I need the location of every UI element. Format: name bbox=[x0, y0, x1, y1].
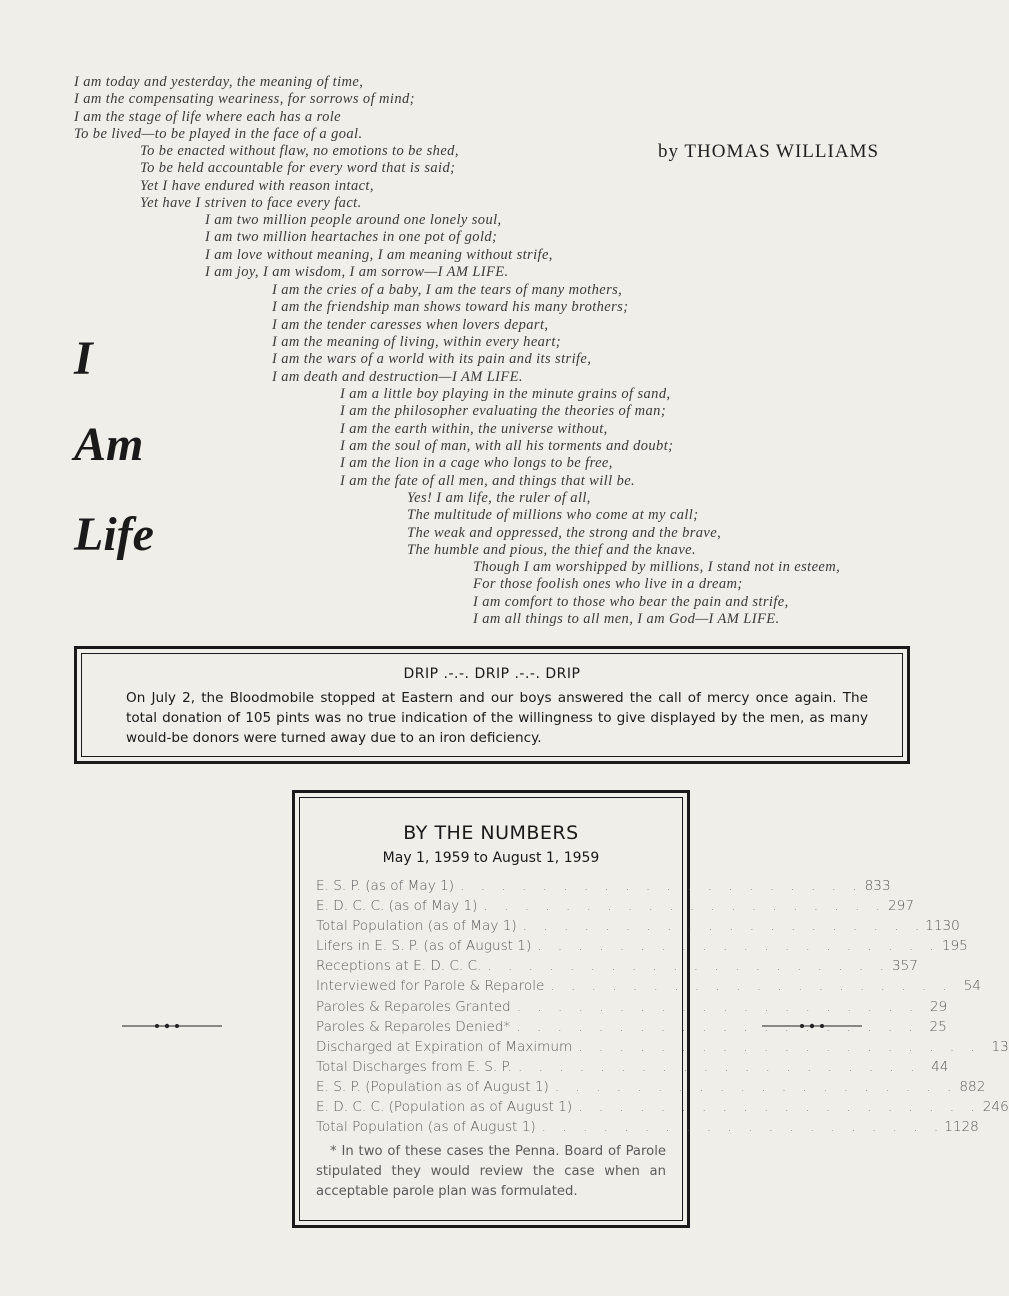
poem-line: I am comfort to those who bear the pain and strife, bbox=[473, 593, 789, 610]
poem-title-word-1: I bbox=[74, 332, 93, 385]
poem-line: To be enacted without flaw, no emotions to be shed, bbox=[140, 143, 459, 159]
poem-line: The weak and oppressed, the strong and the brave, bbox=[407, 524, 722, 541]
poem-line: Yet have I striven to face every fact. bbox=[140, 194, 362, 211]
poem-title-word-2: Am bbox=[74, 418, 144, 471]
poem-line: The multitude of millions who come at my call; bbox=[407, 507, 699, 524]
numbers-row-value: 1130 bbox=[925, 918, 960, 935]
leader-dots: . . . . . . . . . . . . . . . . . . . . bbox=[554, 1078, 958, 1095]
numbers-row bbox=[316, 1097, 1009, 1117]
poem-line: I am joy, I am wisdom, I am sorrow—I AM LIFE. bbox=[205, 263, 509, 280]
numbers-row-value: 13 bbox=[991, 1038, 1009, 1055]
numbers-row-label: Total Discharges from E. S. P. bbox=[316, 1058, 512, 1075]
numbers-row bbox=[316, 916, 960, 936]
numbers-row bbox=[316, 976, 981, 996]
poem-line: I am the meaning of living, within every heart; bbox=[272, 333, 562, 350]
poem-line: I am the tender caresses when lovers depart, bbox=[272, 316, 549, 333]
poem-line: Yes! I am life, the ruler of all, bbox=[407, 490, 591, 506]
poem-line: I am the stage of life where each has a role bbox=[74, 108, 342, 125]
poem-line: I am the compensating weariness, for sorrows of mind; bbox=[74, 91, 415, 108]
numbers-row-value: 44 bbox=[931, 1058, 949, 1075]
numbers-footnote: * In two of these cases the Penna. Board of Parole stipulated they would review the case when an acceptable parole plan was formulated. bbox=[316, 1144, 666, 1199]
numbers-row bbox=[316, 997, 948, 1017]
poem-line: I am the soul of man, with all his torments and doubt; bbox=[340, 437, 674, 454]
poem-line: For those foolish ones who live in a dream; bbox=[473, 576, 743, 593]
numbers-row bbox=[316, 1057, 949, 1077]
leader-dots: . . . . . . . . . . . . . . . . . . . . bbox=[516, 998, 920, 1015]
numbers-row-value: 246 bbox=[982, 1099, 1009, 1116]
leader-dots: . . . . . . . . . . . . . . . . . . . . bbox=[578, 1099, 981, 1116]
poem-line: Yet I have endured with reason intact, bbox=[140, 177, 374, 194]
leader-dots: . . . . . . . . . . . . . . . . . . . . bbox=[541, 1119, 945, 1136]
numbers-row-value: 195 bbox=[941, 938, 968, 955]
numbers-row-value: 297 bbox=[888, 898, 914, 915]
poem-line: I am a little boy playing in the minute grains of sand, bbox=[340, 386, 671, 402]
numbers-row-label: E. D. C. C. (as of May 1) bbox=[316, 898, 478, 915]
leader-dots: . . . . . . . . . . . . . . . . . . . . bbox=[537, 938, 940, 955]
drip-box bbox=[74, 646, 910, 764]
poem-line: Though I am worshipped by millions, I stand not in esteem, bbox=[473, 559, 841, 575]
numbers-row bbox=[316, 876, 891, 896]
leader-dots: . . . . . . . . . . . . . . . . . . . . bbox=[578, 1038, 981, 1055]
numbers-row bbox=[316, 1037, 1009, 1057]
numbers-subtitle: May 1, 1959 to August 1, 1959 bbox=[382, 850, 600, 866]
poem-line: I am the cries of a baby, I am the tears of many mothers, bbox=[272, 282, 623, 298]
leader-dots: . . . . . . . . . . . . . . . . . . . . bbox=[487, 958, 890, 975]
poem-line: I am two million heartaches in one pot of gold; bbox=[205, 229, 498, 246]
leader-dots: . . . . . . . . . . . . . . . . . . . . bbox=[483, 898, 886, 915]
poem-line: To be lived—to be played in the face of a goal. bbox=[74, 125, 363, 142]
numbers-row-value: 833 bbox=[864, 878, 891, 894]
poem-line: I am the earth within, the universe without, bbox=[340, 420, 608, 437]
poem-section bbox=[0, 0, 1000, 640]
numbers-row-label: Interviewed for Parole & Reparole bbox=[316, 978, 545, 995]
leader-dots: . . . . . . . . . . . . . . . . . . . . bbox=[460, 878, 863, 894]
numbers-row-label: Receptions at E. D. C. C. bbox=[316, 958, 482, 975]
poem-line: I am all things to all men, I am God—I AM LIFE. bbox=[473, 610, 780, 627]
poem-line: I am two million people around one lonely soul, bbox=[205, 212, 502, 228]
numbers-row-label: Paroles & Reparoles Denied* bbox=[316, 1018, 511, 1035]
leader-dots: . . . . . . . . . . . . . . . . . . . . bbox=[517, 1058, 921, 1075]
poem-line: I am today and yesterday, the meaning of time, bbox=[74, 74, 364, 90]
numbers-row-value: 25 bbox=[929, 1018, 947, 1035]
drip-text: On July 2, the Bloodmobile stopped at Eastern and our boys answered the call of mercy once again. The total donation of 105 pints was no true indication of the willingness to give displayed by the men, as many would-be donors were turned away due to an iron deficiency. bbox=[126, 690, 868, 746]
poem-line: I am the wars of a world with its pain and its strife, bbox=[272, 351, 592, 368]
numbers-row-value: 357 bbox=[891, 958, 918, 975]
poem-line: I am the lion in a cage who longs to be free, bbox=[340, 455, 613, 472]
poem-line: I am love without meaning, I am meaning without strife, bbox=[205, 246, 553, 263]
numbers-row-label: Total Population (as of August 1) bbox=[316, 1119, 536, 1136]
numbers-row bbox=[316, 1017, 947, 1037]
drip-heading: DRIP .-.-. DRIP .-.-. DRIP bbox=[403, 666, 581, 682]
numbers-row bbox=[316, 1077, 986, 1097]
numbers-row bbox=[316, 956, 918, 976]
poem-line: I am the philosopher evaluating the theories of man; bbox=[340, 403, 667, 420]
numbers-title: BY THE NUMBERS bbox=[403, 822, 579, 844]
numbers-table bbox=[316, 876, 1009, 1137]
leader-dots: . . . . . . . . . . . . . . . . . . . . bbox=[550, 978, 953, 995]
numbers-row-label: Discharged at Expiration of Maximum bbox=[316, 1038, 573, 1055]
numbers-row bbox=[316, 1117, 979, 1137]
poem-line: I am the fate of all men, and things that will be. bbox=[340, 472, 636, 489]
ornament-left bbox=[122, 1022, 222, 1030]
numbers-row-value: 1128 bbox=[944, 1119, 979, 1136]
poem-line: To be held accountable for every word that is said; bbox=[140, 160, 456, 177]
poem-byline: by THOMAS WILLIAMS bbox=[658, 141, 880, 162]
numbers-row-label: E. D. C. C. (Population as of August 1) bbox=[316, 1099, 573, 1116]
numbers-row-label: Lifers in E. S. P. (as of August 1) bbox=[316, 938, 532, 955]
numbers-row-label: E. S. P. (as of May 1) bbox=[316, 878, 455, 894]
numbers-row bbox=[316, 896, 914, 916]
poem-line: I am death and destruction—I AM LIFE. bbox=[272, 368, 523, 385]
numbers-row-value: 54 bbox=[963, 978, 981, 995]
numbers-box bbox=[292, 790, 1009, 1228]
numbers-row-label: Paroles & Reparoles Granted bbox=[316, 998, 511, 1015]
numbers-row-value: 882 bbox=[959, 1078, 986, 1095]
numbers-row bbox=[316, 936, 968, 956]
numbers-row-value: 29 bbox=[929, 998, 948, 1015]
poem-line: I am the friendship man shows toward his many brothers; bbox=[272, 299, 629, 316]
poem-title-word-3: Life bbox=[74, 508, 154, 561]
numbers-row-label: E. S. P. (Population as of August 1) bbox=[316, 1078, 549, 1095]
poem-line: The humble and pious, the thief and the knave. bbox=[407, 541, 697, 558]
leader-dots: . . . . . . . . . . . . . . . . . . . . bbox=[516, 1018, 919, 1035]
numbers-row-label: Total Population (as of May 1) bbox=[316, 918, 517, 935]
leader-dots: . . . . . . . . . . . . . . . . . . . . bbox=[522, 918, 926, 935]
